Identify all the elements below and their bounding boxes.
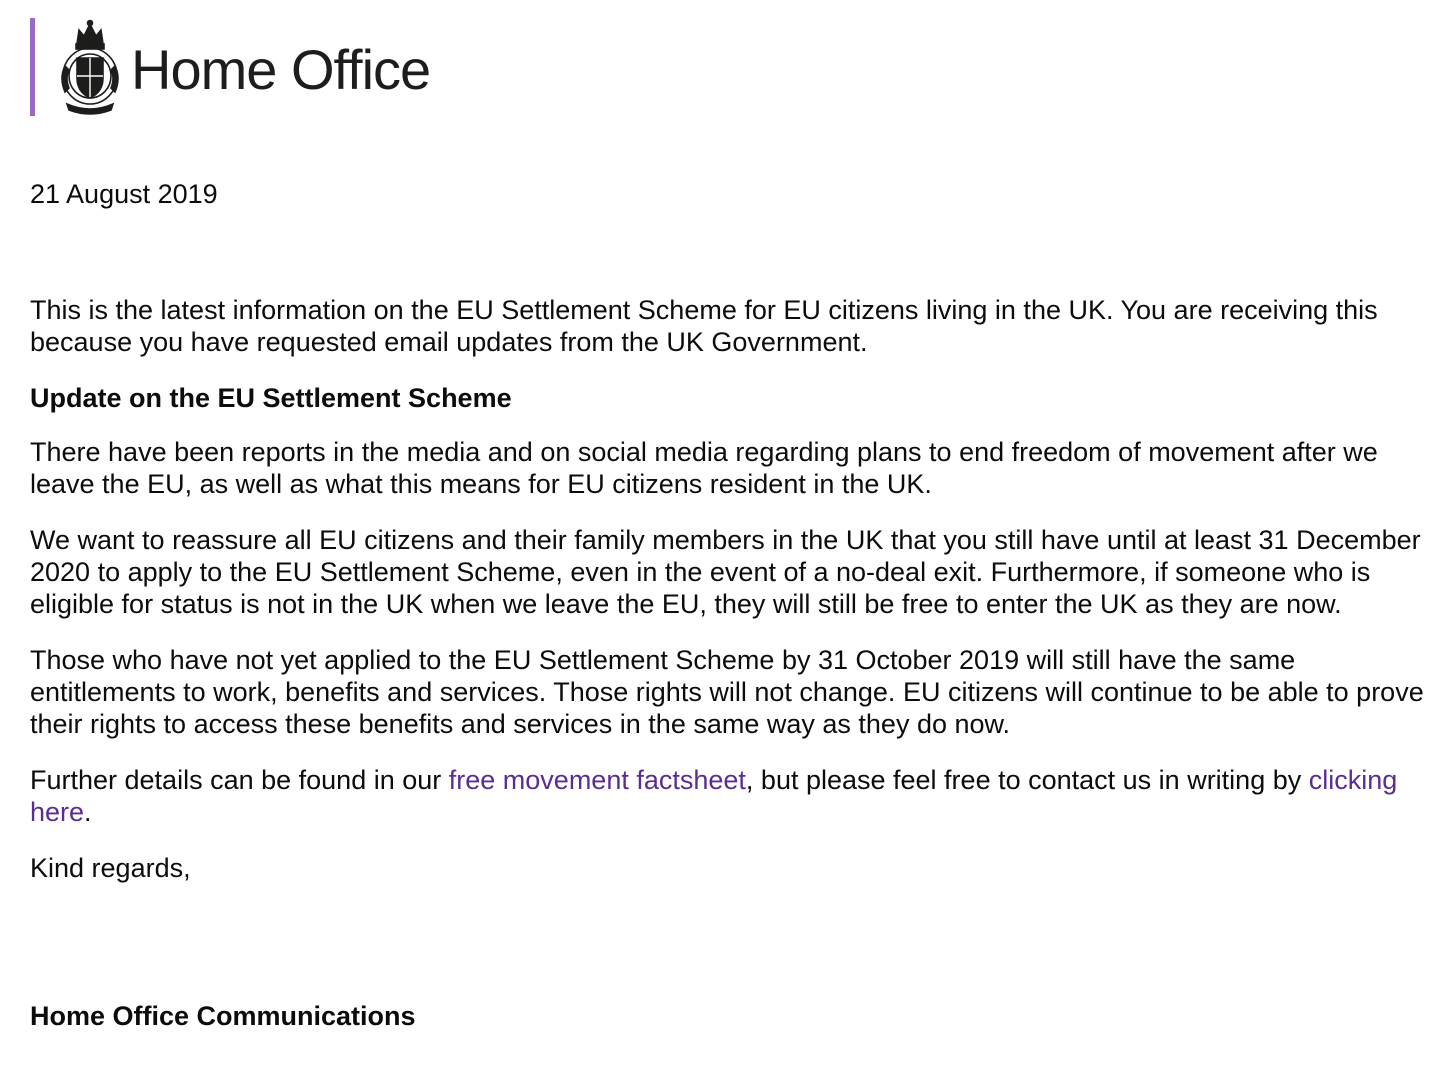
contact-link[interactable]: clicking here xyxy=(30,765,1398,827)
home-office-logo xyxy=(30,18,430,116)
details-suffix: . xyxy=(84,797,92,827)
letter-date: 21 August 2019 xyxy=(30,179,218,209)
royal-coat-of-arms-icon xyxy=(57,18,123,116)
section-heading: Update on the EU Settlement Scheme xyxy=(30,383,512,413)
paragraph-entitlements: Those who have not yet applied to the EU Settlement Scheme by 31 October 2019 will still have the same entitlements to work, benefits and services. Those rights will not change. EU citizens will continue to be able to prove their rights to access these benefits and services in the same way as they do now. xyxy=(30,645,1424,739)
logo-accent-bar xyxy=(30,18,35,116)
signature: Home Office Communications xyxy=(30,1001,416,1031)
paragraph-media-reports: There have been reports in the media and on social media regarding plans to end freedom of movement after we leave the EU, as well as what this means for EU citizens resident in the UK. xyxy=(30,437,1378,499)
paragraph-further-details xyxy=(30,764,1440,828)
logo-wordmark: Home Office xyxy=(131,38,431,101)
details-prefix: Further details can be found in our xyxy=(30,765,449,795)
paragraph-reassurance: We want to reassure all EU citizens and their family members in the UK that you still have until at least 31 December 2020 to apply to the EU Settlement Scheme, even in the event of a no-deal exit. Furthermore, if someone who is eligible for status is not in the UK when we leave the EU, they will still be free to enter the UK as they are now. xyxy=(30,525,1421,619)
closing-text: Kind regards, xyxy=(30,853,191,883)
details-middle: , but please feel free to contact us in writing by xyxy=(745,765,1309,795)
factsheet-link[interactable]: free movement factsheet xyxy=(448,765,746,795)
letter-content xyxy=(30,294,1440,908)
intro-paragraph: This is the latest information on the EU Settlement Scheme for EU citizens living in the UK. You are receiving this because you have requested email updates from the UK Government. xyxy=(30,295,1378,357)
